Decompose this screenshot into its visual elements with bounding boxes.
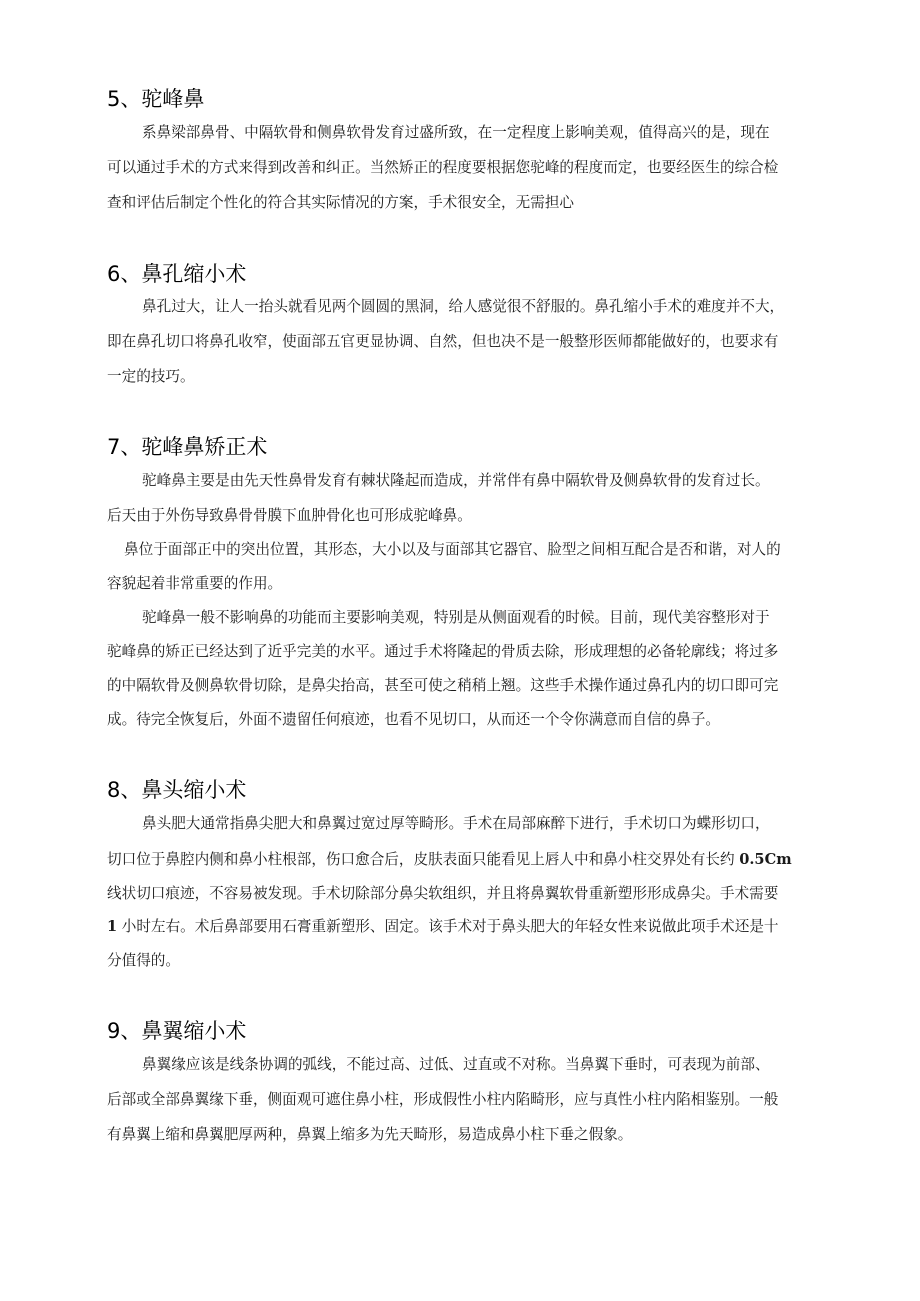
section-heading: 6、鼻孔缩小术 [107, 262, 247, 286]
paragraph-line: 一定的技巧。 [107, 368, 195, 385]
paragraph-line: 成。待完全恢复后，外面不遗留任何痕迹，也看不见切口，从而还一个令你满意而自信的鼻子。 [107, 711, 720, 728]
measurement-value: 1 [107, 918, 118, 935]
section-heading: 5、驼峰鼻 [107, 87, 205, 111]
paragraph-line: 鼻头肥大通常指鼻尖肥大和鼻翼过宽过厚等畸形。手术在局部麻醉下进行，手术切口为蝶形切口， [142, 815, 770, 832]
paragraph-line: 容貌起着非常重要的作用。 [107, 575, 283, 592]
paragraph-line: 驼峰鼻的矫正已经达到了近乎完美的水平。通过手术将隆起的骨质去除，形成理想的必备轮廓线；将过多 [107, 643, 779, 660]
paragraph-line: 有鼻翼上缩和鼻翼肥厚两种，鼻翼上缩多为先天畸形，易造成鼻小柱下垂之假象。 [107, 1126, 633, 1143]
paragraph-line: 驼峰鼻一般不影响鼻的功能而主要影响美观，特别是从侧面观看的时候。目前，现代美容整形对于 [142, 609, 770, 626]
paragraph-line [107, 917, 779, 937]
paragraph-line: 驼峰鼻主要是由先天性鼻骨发育有棘状隆起而造成，并常伴有鼻中隔软骨及侧鼻软骨的发育过长。 [142, 472, 770, 489]
paragraph-line: 分值得的。 [107, 952, 180, 969]
paragraph-line: 查和评估后制定个性化的符合其实际情况的方案，手术很安全，无需担心 [107, 194, 575, 211]
measurement-value: 0.5Cm [739, 851, 792, 868]
paragraph-line: 可以通过手术的方式来得到改善和纠正。当然矫正的程度要根据您驼峰的程度而定，也要经医生的综合检 [107, 159, 779, 176]
paragraph-line: 鼻翼缘应该是线条协调的弧线，不能过高、过低、过直或不对称。当鼻翼下垂时，可表现为前部、 [142, 1056, 770, 1073]
paragraph-line [107, 850, 792, 870]
section-heading: 8、鼻头缩小术 [107, 778, 247, 802]
paragraph-line: 系鼻梁部鼻骨、中隔软骨和侧鼻软骨发育过盛所致，在一定程度上影响美观，值得高兴的是，现在 [142, 124, 770, 141]
paragraph-line: 鼻位于面部正中的突出位置，其形态，大小以及与面部其它器官、脸型之间相互配合是否和谐，对人的 [124, 541, 781, 558]
paragraph-line: 的中隔软骨及侧鼻软骨切除，是鼻尖抬高，甚至可使之稍稍上翘。这些手术操作通过鼻孔内的切口即可完 [107, 677, 779, 694]
section-heading: 7、驼峰鼻矫正术 [107, 435, 268, 459]
text-run: 切口位于鼻腔内侧和鼻小柱根部，伤口愈合后，皮肤表面只能看见上唇人中和鼻小柱交界处有长约 [107, 851, 735, 868]
text-run: 小时左右。术后鼻部要用石膏重新塑形、固定。该手术对于鼻头肥大的年轻女性来说做此项手术还是十 [117, 918, 779, 935]
section-heading: 9、鼻翼缩小术 [107, 1019, 247, 1043]
paragraph-line: 后部或全部鼻翼缘下垂，侧面观可遮住鼻小柱，形成假性小柱内陷畸形，应与真性小柱内陷相鉴别。一般 [107, 1091, 779, 1108]
paragraph-line: 鼻孔过大，让人一抬头就看见两个圆圆的黑洞，给人感觉很不舒服的。鼻孔缩小手术的难度并不大， [142, 298, 785, 315]
paragraph-line: 后天由于外伤导致鼻骨骨膜下血肿骨化也可形成驼峰鼻。 [107, 507, 472, 524]
paragraph-line: 即在鼻孔切口将鼻孔收窄，使面部五官更显协调、自然，但也决不是一般整形医师都能做好的，也要求有 [107, 333, 779, 350]
paragraph-line: 线状切口痕迹，不容易被发现。手术切除部分鼻尖软组织，并且将鼻翼软骨重新塑形形成鼻尖。手术需要 [107, 885, 779, 902]
